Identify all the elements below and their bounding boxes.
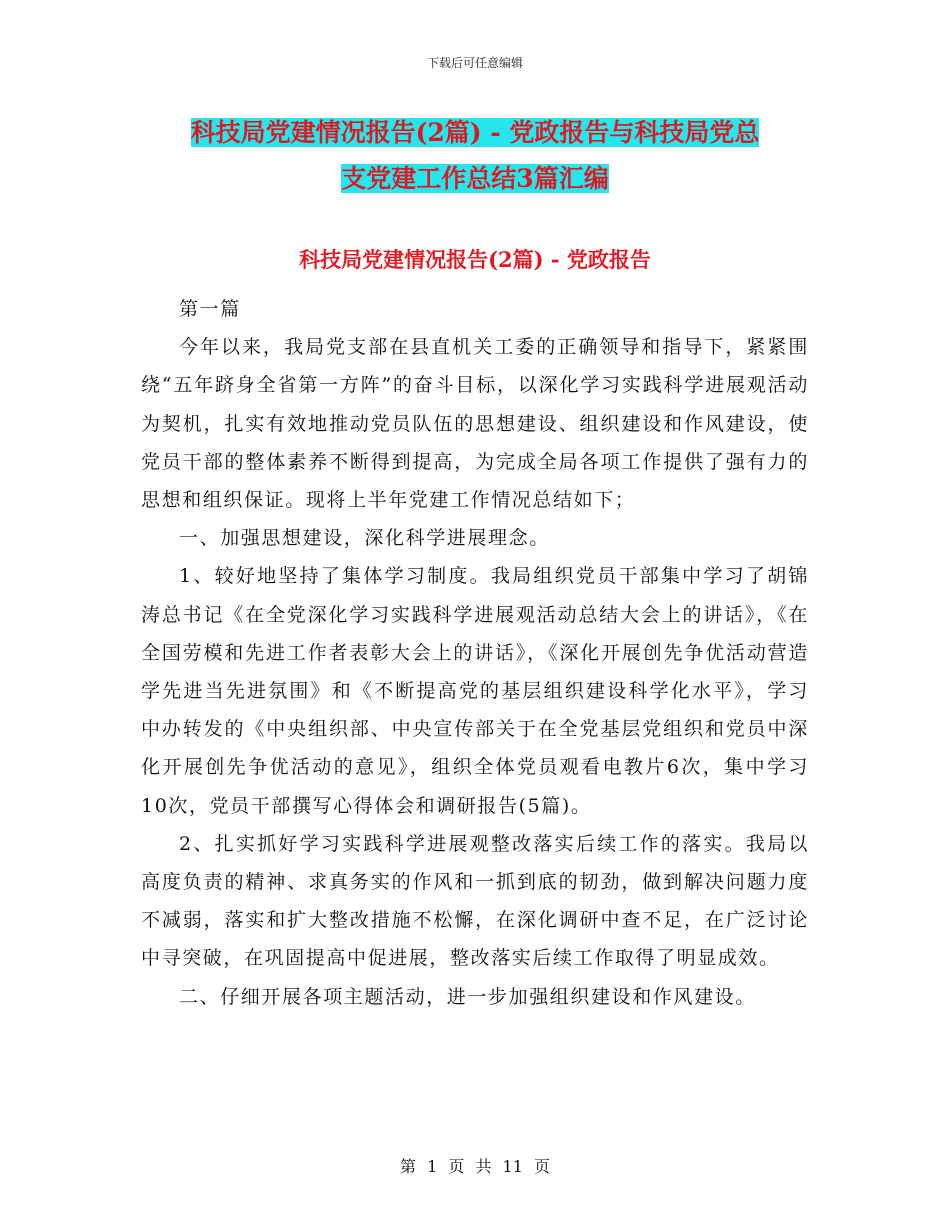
- paragraph-item-2: 2、扎实抓好学习实践科学进展观整改落实后续工作的落实。我局以高度负责的精神、求真务实的作风和一抓到底的韧劲，做到解决问题力度不减弱，落实和扩大整改措施不松懈，在深化调研中查不足，在广泛讨论中寻突破，在巩固提高中促进展，整改落实后续工作取得了明显成效。: [141, 832, 809, 970]
- header-note: 下载后可任意编辑: [426, 56, 523, 70]
- page-footer: 第 1 页 共 11 页: [400, 1157, 550, 1176]
- paragraph-heading-1: 一、加强思想建设，深化科学进展理念。: [179, 527, 550, 550]
- document-body: [141, 290, 809, 1016]
- paragraph-intro: 今年以来，我局党支部在县直机关工委的正确领导和指导下，紧紧围绕“五年跻身全省第一方阵”的奋斗目标，以深化学习实践科学进展观活动为契机，扎实有效地推动党员队伍的思想建设、组织建设和作风建设，使党员干部的整体素养不断得到提高，为完成全局各项工作提供了强有力的思想和组织保证。现将上半年党建工作情况总结如下；: [141, 336, 809, 512]
- paragraph-part-label: 第一篇: [179, 298, 241, 320]
- document-title: [60, 110, 890, 202]
- document-title-line-1: 科技局党建情况报告(2篇) - 党政报告与科技局党总: [190, 118, 760, 147]
- document-title-line-2: 支党建工作总结3篇汇编: [341, 164, 609, 193]
- paragraph-heading-2: 二、仔细开展各项主题活动，进一步加强组织建设和作风建设。: [179, 985, 756, 1008]
- section-subtitle: 科技局党建情况报告(2篇) - 党政报告: [299, 247, 651, 272]
- paragraph-item-1: 1、较好地坚持了集体学习制度。我局组织党员干部集中学习了胡锦涛总书记《在全党深化学习实践科学进展观活动总结大会上的讲话》，《在全国劳模和先进工作者表彰大会上的讲话》，《深化开展创先争优活动营造学先进当先进氛围》和《不断提高党的基层组织建设科学化水平》，学习中办转发的《中央组织部、中央宣传部关于在全党基层党组织和党员中深化开展创先争优活动的意见》，组织全体党员观看电教片6次，集中学习10次，党员干部撰写心得体会和调研报告(5篇)。: [141, 565, 809, 817]
